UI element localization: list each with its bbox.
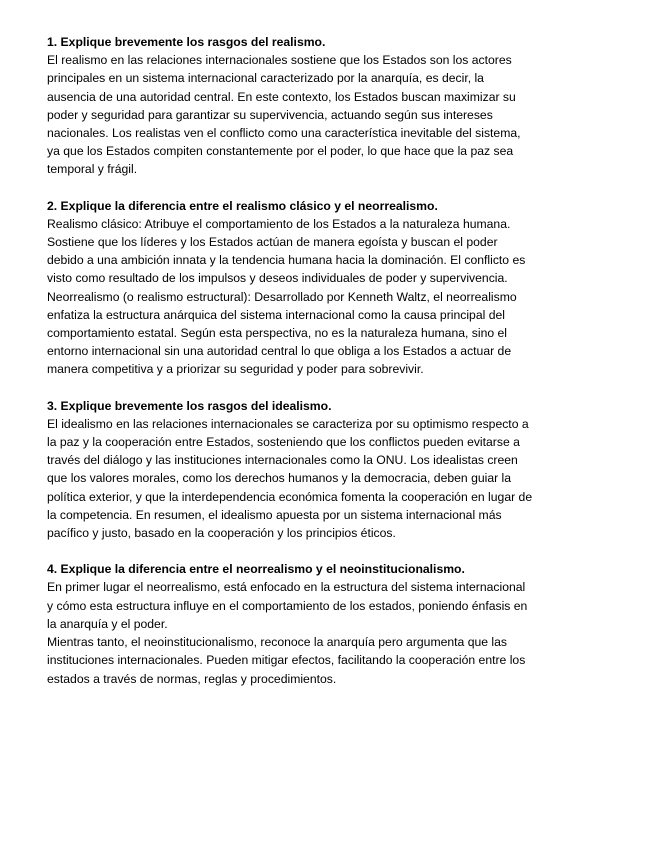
- question-title: 4. Explique la diferencia entre el neorrealismo y el neoinstitucionalismo.: [47, 562, 465, 577]
- text-line: debido a una ambición innata y la tendencia humana hacia la dominación. El conflicto es: [47, 253, 526, 268]
- answer-paragraph: [47, 51, 612, 178]
- question-title: 1. Explique brevemente los rasgos del realismo.: [47, 35, 326, 49]
- text-line: Neorrealismo (o realismo estructural): Desarrollado por Kenneth Waltz, el neorrealismo: [47, 289, 517, 304]
- question-section-4: [47, 560, 612, 687]
- question-title: 3. Explique brevemente los rasgos del idealismo.: [47, 398, 332, 413]
- text-line: El realismo en las relaciones internacionales sostiene que los Estados son los actores: [47, 53, 512, 68]
- text-line: política exterior, y que la interdependencia económica fomenta la cooperación en lugar de: [47, 489, 533, 504]
- answer-paragraph: [47, 415, 612, 542]
- text-line: poder y seguridad para garantizar su supervivencia, actuando según sus intereses: [47, 107, 493, 122]
- text-line: la competencia. En resumen, el idealismo apuesta por un sistema internacional más: [47, 507, 502, 522]
- text-line: enfatiza la estructura anárquica del sistema internacional como la causa principal del: [47, 307, 505, 322]
- text-line: la anarquía y el poder.: [47, 616, 168, 631]
- answer-paragraph: [47, 578, 612, 687]
- document-page: [47, 33, 612, 706]
- question-title: 2. Explique la diferencia entre el realismo clásico y el neorrealismo.: [47, 198, 438, 213]
- text-line: ausencia de una autoridad central. En este contexto, los Estados buscan maximizar su: [47, 89, 516, 104]
- text-line: Realismo clásico: Atribuye el comportamiento de los Estados a la naturaleza humana.: [47, 216, 511, 231]
- text-line: nacionales. Los realistas ven el conflicto como una característica inevitable del sistema,: [47, 126, 521, 141]
- text-line: estados a través de normas, reglas y procedimientos.: [47, 671, 337, 686]
- text-line: manera competitiva y a priorizar su seguridad y poder para sobrevivir.: [47, 362, 424, 377]
- text-line: entorno internacional sin una autoridad central lo que obliga a los Estados a actuar de: [47, 344, 512, 359]
- text-line: temporal y frágil.: [47, 162, 138, 177]
- text-line: El idealismo en las relaciones internacionales se caracteriza por su optimismo respecto a: [47, 416, 529, 431]
- text-line: comportamiento estatal. Según esta perspectiva, no es la naturaleza humana, sino el: [47, 326, 508, 341]
- text-line: instituciones internacionales. Pueden mitigar efectos, facilitando la cooperación entre los: [47, 653, 526, 668]
- text-line: pacífico y justo, basado en la cooperación y los principios éticos.: [47, 526, 396, 541]
- text-line: principales en un sistema internacional caracterizado por la anarquía, es decir, la: [47, 71, 484, 86]
- question-section-2: [47, 197, 612, 379]
- text-line: visto como resultado de los impulsos y deseos individuales de poder y supervivencia.: [47, 271, 508, 286]
- text-line: través del diálogo y las instituciones internacionales como la ONU. Los idealistas creen: [47, 453, 518, 468]
- text-line: Mientras tanto, el neoinstitucionalismo, reconoce la anarquía pero argumenta que las: [47, 635, 508, 650]
- text-line: y cómo esta estructura influye en el comportamiento de los estados, poniendo énfasis en: [47, 598, 528, 613]
- answer-paragraph: [47, 215, 612, 379]
- question-section-1: [47, 33, 612, 179]
- text-line: ya que los Estados compiten constantemente por el poder, lo que hace que la paz sea: [47, 144, 514, 159]
- text-line: la paz y la cooperación entre Estados, sosteniendo que los conflictos pueden evitarse a: [47, 435, 520, 450]
- text-line: que los valores morales, como los derechos humanos y la democracia, deben guiar la: [47, 471, 512, 486]
- question-section-3: [47, 397, 612, 543]
- text-line: Sostiene que los líderes y los Estados actúan de manera egoísta y buscan el poder: [47, 235, 498, 250]
- text-line: En primer lugar el neorrealismo, está enfocado en la estructura del sistema internacional: [47, 580, 526, 595]
